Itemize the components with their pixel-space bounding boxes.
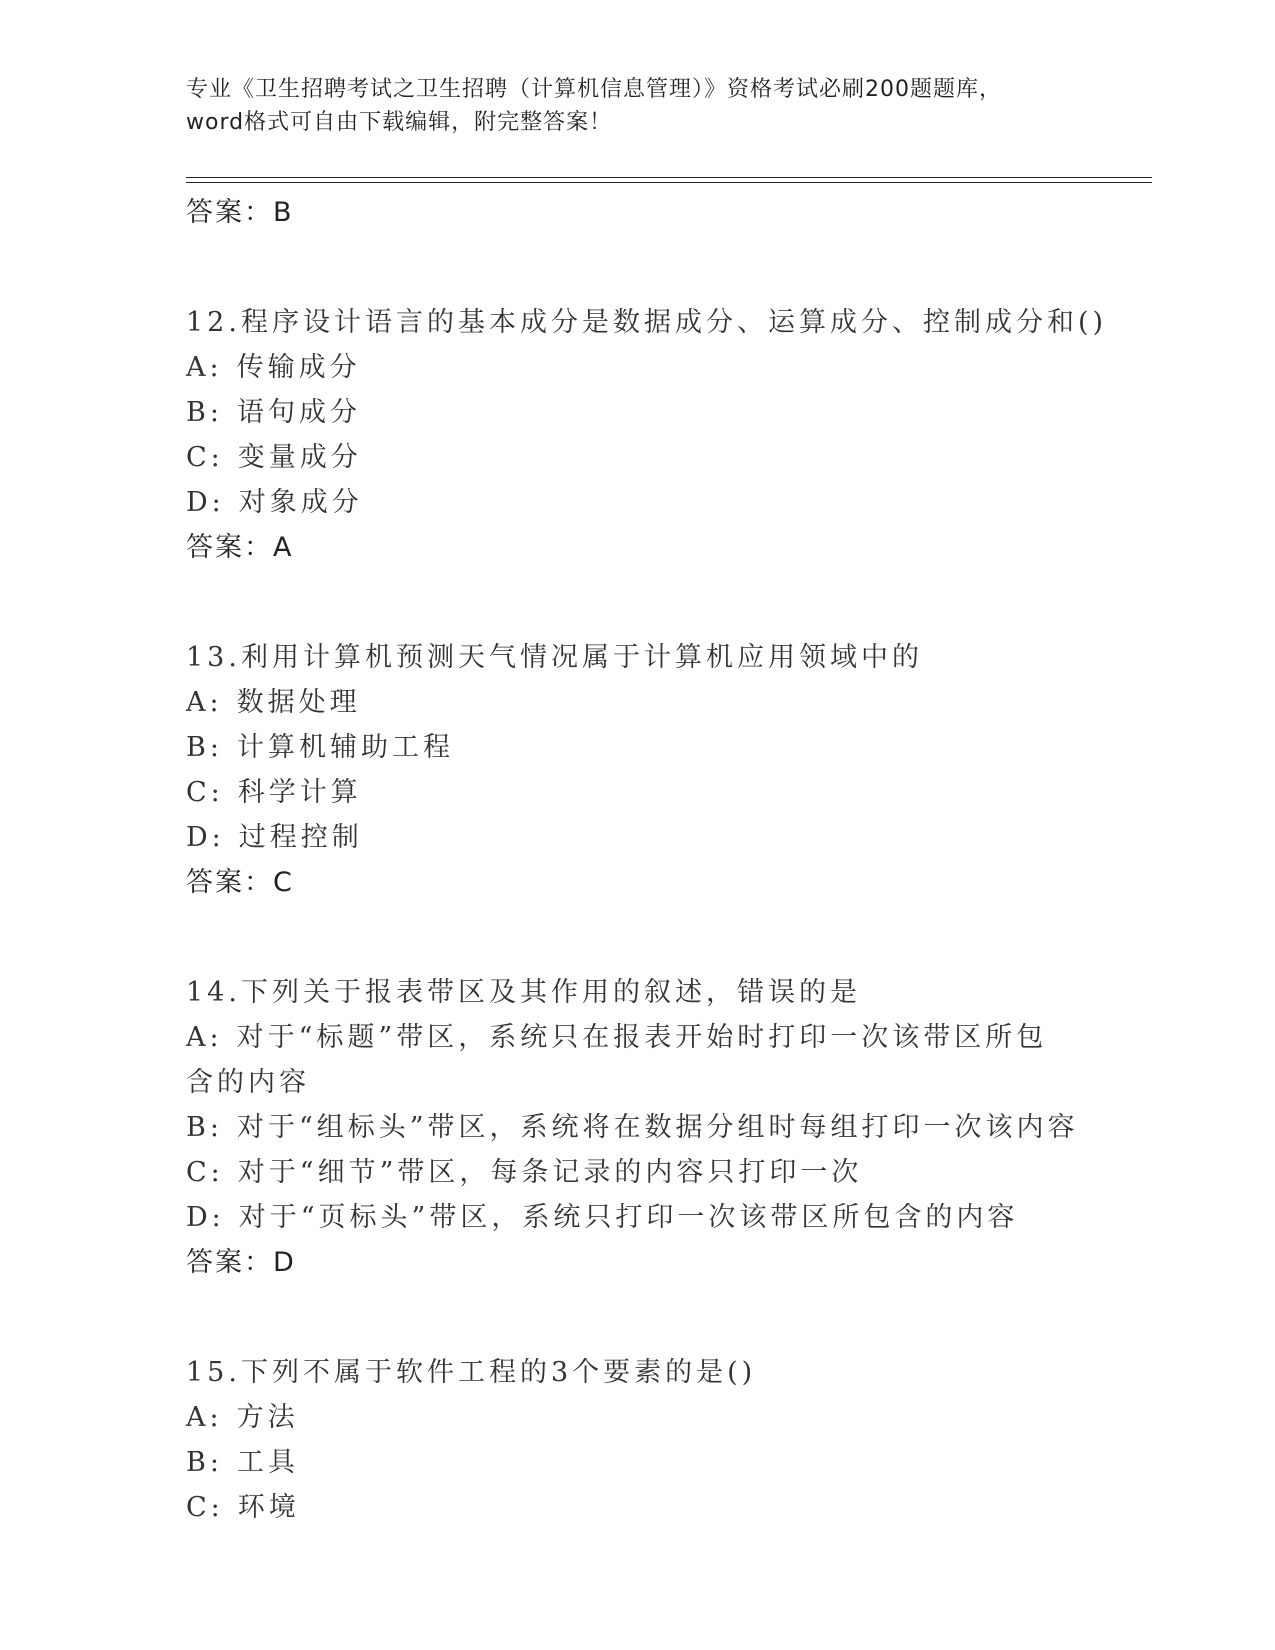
option-b xyxy=(186,390,1116,435)
option-text: 计算机辅助工程 xyxy=(236,732,454,763)
option-text: 方法 xyxy=(236,1402,299,1433)
question-stem xyxy=(186,1350,1116,1395)
question-text: 下列不属于软件工程的3个要素的是() xyxy=(240,1357,757,1388)
document-header xyxy=(186,73,1086,139)
option-label: C: xyxy=(186,1157,224,1188)
question-number: 12. xyxy=(186,307,241,338)
option-label: B: xyxy=(186,1112,223,1143)
option-c xyxy=(186,770,1116,815)
option-label: A: xyxy=(186,1402,223,1433)
previous-answer: 答案：B xyxy=(186,197,294,228)
option-label: C: xyxy=(186,442,224,473)
question-stem xyxy=(186,970,1116,1015)
option-d xyxy=(186,480,1116,525)
option-label: C: xyxy=(186,1492,224,1523)
option-text: 对于“组标头”带区，系统将在数据分组时每组打印一次该内容 xyxy=(236,1112,1079,1143)
question-text: 程序设计语言的基本成分是数据成分、运算成分、控制成分和() xyxy=(240,307,1108,338)
option-b xyxy=(186,725,1116,770)
option-a xyxy=(186,680,1116,725)
question-12 xyxy=(186,300,1116,570)
option-label: C: xyxy=(186,777,224,808)
option-label: D: xyxy=(186,822,225,853)
option-label: A: xyxy=(186,352,223,383)
option-b xyxy=(186,1440,1116,1485)
option-text: 数据处理 xyxy=(236,687,361,718)
option-text: 工具 xyxy=(236,1447,299,1478)
answer-key: 答案：C xyxy=(186,867,294,898)
option-text: 对象成分 xyxy=(238,487,363,518)
question-number: 14. xyxy=(186,977,241,1008)
question-text: 利用计算机预测天气情况属于计算机应用领域中的 xyxy=(240,642,923,673)
question-number: 15. xyxy=(186,1357,241,1388)
option-a xyxy=(186,345,1116,390)
option-d xyxy=(186,1195,1116,1240)
header-divider-top xyxy=(186,177,1152,178)
option-a xyxy=(186,1395,1116,1440)
option-label: A: xyxy=(186,687,223,718)
option-text: 传输成分 xyxy=(236,352,361,383)
option-label: B: xyxy=(186,1447,223,1478)
question-list xyxy=(186,190,1116,1530)
option-label: A: xyxy=(186,1022,223,1053)
question-number: 13. xyxy=(186,642,241,673)
option-label: B: xyxy=(186,397,223,428)
option-c xyxy=(186,1485,1116,1530)
option-a xyxy=(186,1015,1066,1105)
answer-key: 答案：D xyxy=(186,1247,296,1278)
option-text: 环境 xyxy=(237,1492,300,1523)
option-text: 语句成分 xyxy=(236,397,361,428)
question-13 xyxy=(186,635,1116,905)
option-label: D: xyxy=(186,487,225,518)
option-label: D: xyxy=(186,1202,225,1233)
question-stem xyxy=(186,300,1116,345)
question-14 xyxy=(186,970,1116,1285)
option-text: 科学计算 xyxy=(237,777,362,808)
option-c xyxy=(186,435,1116,480)
option-text: 变量成分 xyxy=(237,442,362,473)
header-title-line-1: 专业《卫生招聘考试之卫生招聘（计算机信息管理）》资格考试必刷200题题库， xyxy=(186,77,1002,102)
question-text: 下列关于报表带区及其作用的叙述，错误的是 xyxy=(240,977,861,1008)
option-d xyxy=(186,815,1116,860)
answer-key: 答案：A xyxy=(186,532,294,563)
header-divider-bottom xyxy=(186,182,1152,183)
option-text: 对于“页标头”带区，系统只打印一次该带区所包含的内容 xyxy=(238,1202,1019,1233)
question-15 xyxy=(186,1350,1116,1530)
option-label: B: xyxy=(186,732,223,763)
header-title-line-2: word格式可自由下载编辑，附完整答案！ xyxy=(186,110,613,135)
question-stem xyxy=(186,635,1116,680)
option-text: 过程控制 xyxy=(238,822,363,853)
option-b xyxy=(186,1105,1116,1150)
option-text: 对于“标题”带区，系统只在报表开始时打印一次该带区所包含的内容 xyxy=(186,1022,1048,1098)
option-text: 对于“细节”带区，每条记录的内容只打印一次 xyxy=(237,1157,863,1188)
option-c xyxy=(186,1150,1116,1195)
